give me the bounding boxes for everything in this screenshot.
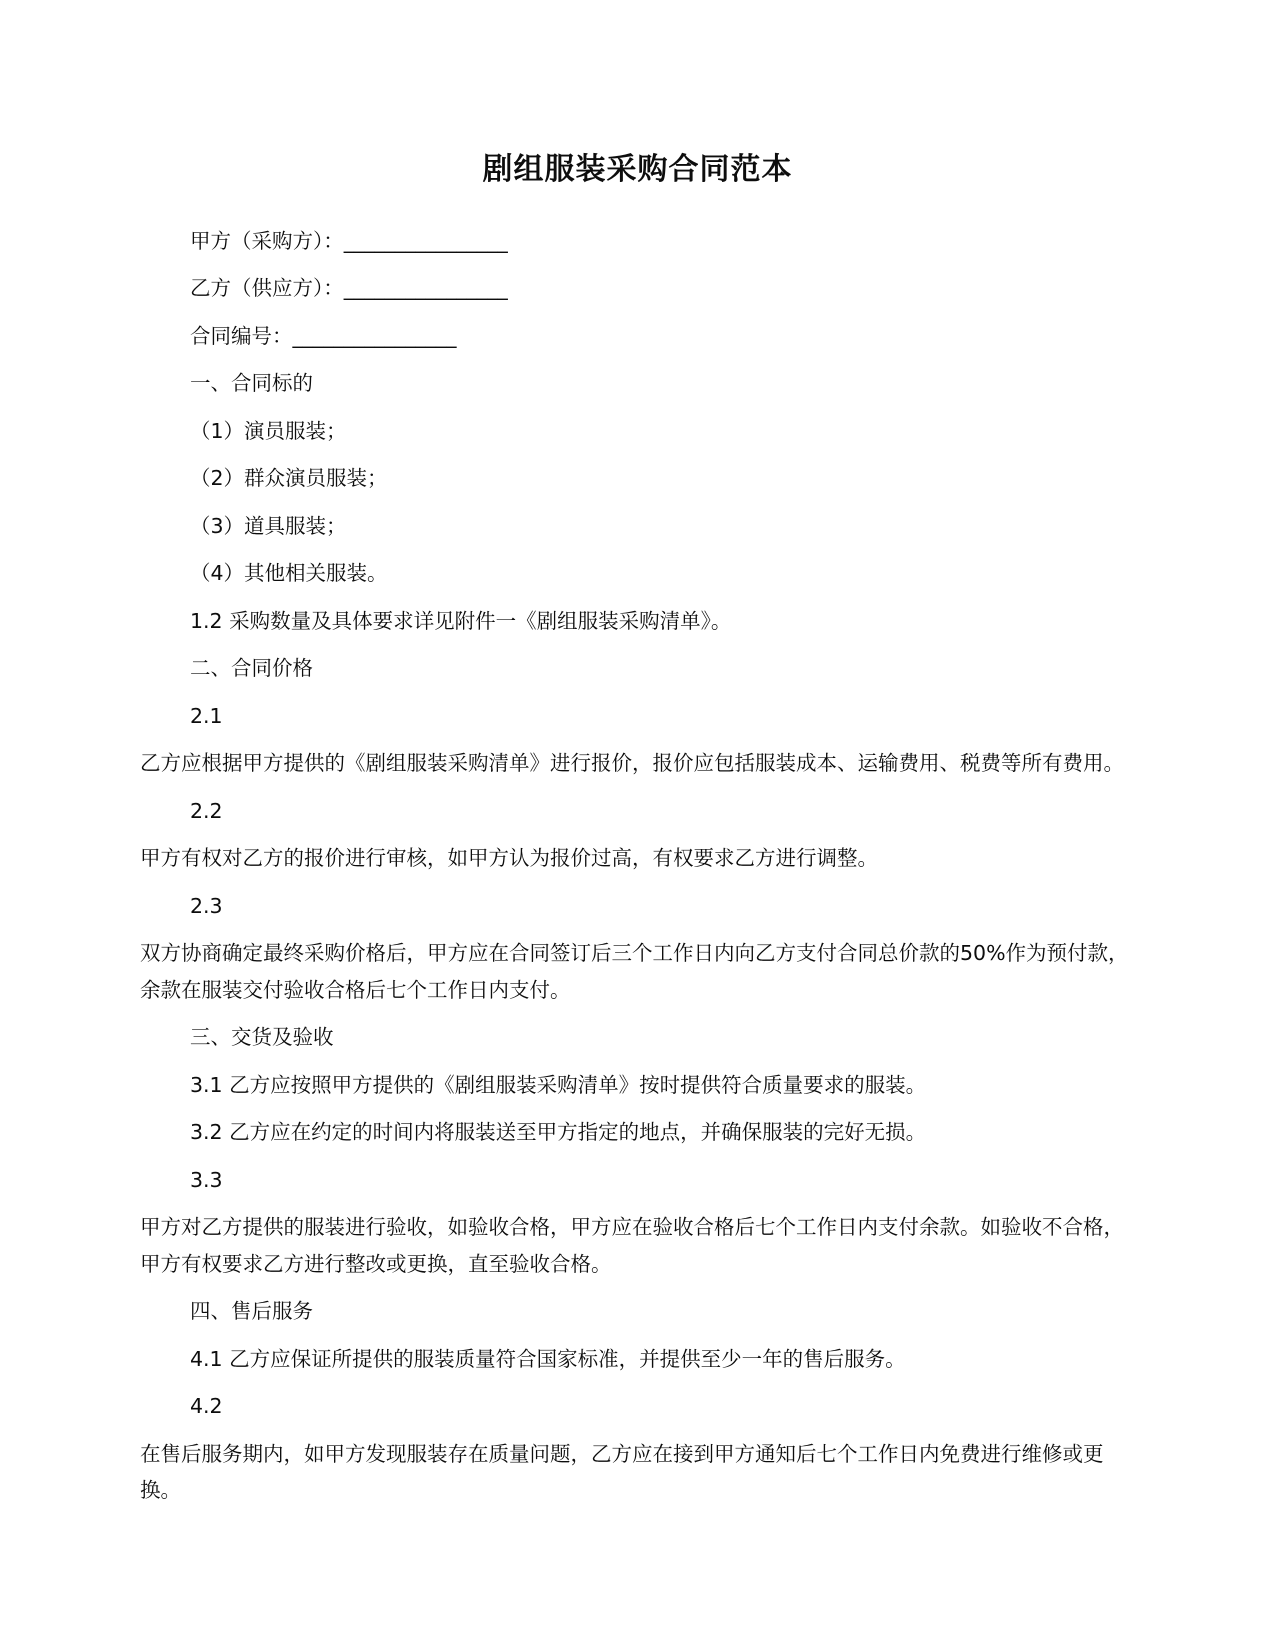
paragraph-contract-no: 合同编号：________________ [190,323,457,348]
paragraph-item-2: （2）群众演员服装； [190,466,388,491]
document-body [140,223,1135,1509]
paragraph-clause-3-3-num: 3.3 [190,1167,223,1192]
paragraph-clause-2-1-body: 乙方应根据甲方提供的《剧组服装采购清单》进行报价，报价应包括服装成本、运输费用、税费等所有费用。 [140,751,1124,776]
paragraph-item-4: （4）其他相关服装。 [190,561,388,586]
paragraph-clause-2-3-body: 双方协商确定最终采购价格后，甲方应在合同签订后三个工作日内向乙方支付合同总价款的50%作为预付款，余款在服装交付验收合格后七个工作日内支付。 [140,941,1129,1002]
paragraph-clause-3-3-body: 甲方对乙方提供的服装进行验收，如验收合格，甲方应在验收合格后七个工作日内支付余款。如验收不合格，甲方有权要求乙方进行整改或更换，直至验收合格。 [140,1215,1124,1276]
paragraph-clause-4-2-num: 4.2 [190,1394,223,1419]
paragraph-section-2-heading: 二、合同价格 [190,656,313,681]
paragraph-clause-2-2-num: 2.2 [190,798,223,823]
paragraph-clause-4-2-body: 在售后服务期内，如甲方发现服装存在质量问题，乙方应在接到甲方通知后七个工作日内免费进行维修或更换。 [140,1441,1104,1503]
paragraph-clause-2-3-num: 2.3 [190,893,223,918]
paragraph-clause-1-2: 1.2 采购数量及具体要求详见附件一《剧组服装采购清单》。 [190,608,732,633]
paragraph-party-b: 乙方（供应方）：________________ [190,276,508,301]
paragraph-clause-3-1: 3.1 乙方应按照甲方提供的《剧组服装采购清单》按时提供符合质量要求的服装。 [190,1072,927,1097]
paragraph-clause-3-2: 3.2 乙方应在约定的时间内将服装送至甲方指定的地点，并确保服装的完好无损。 [190,1120,927,1145]
paragraph-section-1-heading: 一、合同标的 [190,371,313,396]
paragraph-section-4-heading: 四、售后服务 [190,1299,313,1324]
paragraph-item-3: （3）道具服装； [190,513,347,538]
paragraph-clause-2-2-body: 甲方有权对乙方的报价进行审核，如甲方认为报价过高，有权要求乙方进行调整。 [140,846,878,871]
page-title: 剧组服装采购合同范本 [482,152,793,187]
paragraph-clause-4-1: 4.1 乙方应保证所提供的服装质量符合国家标准，并提供至少一年的售后服务。 [190,1346,906,1371]
paragraph-clause-2-1-num: 2.1 [190,703,223,728]
paragraph-party-a: 甲方（采购方）：________________ [190,229,508,253]
paragraph-section-3-heading: 三、交货及验收 [190,1025,334,1050]
paragraph-item-1: （1）演员服装； [190,418,347,443]
